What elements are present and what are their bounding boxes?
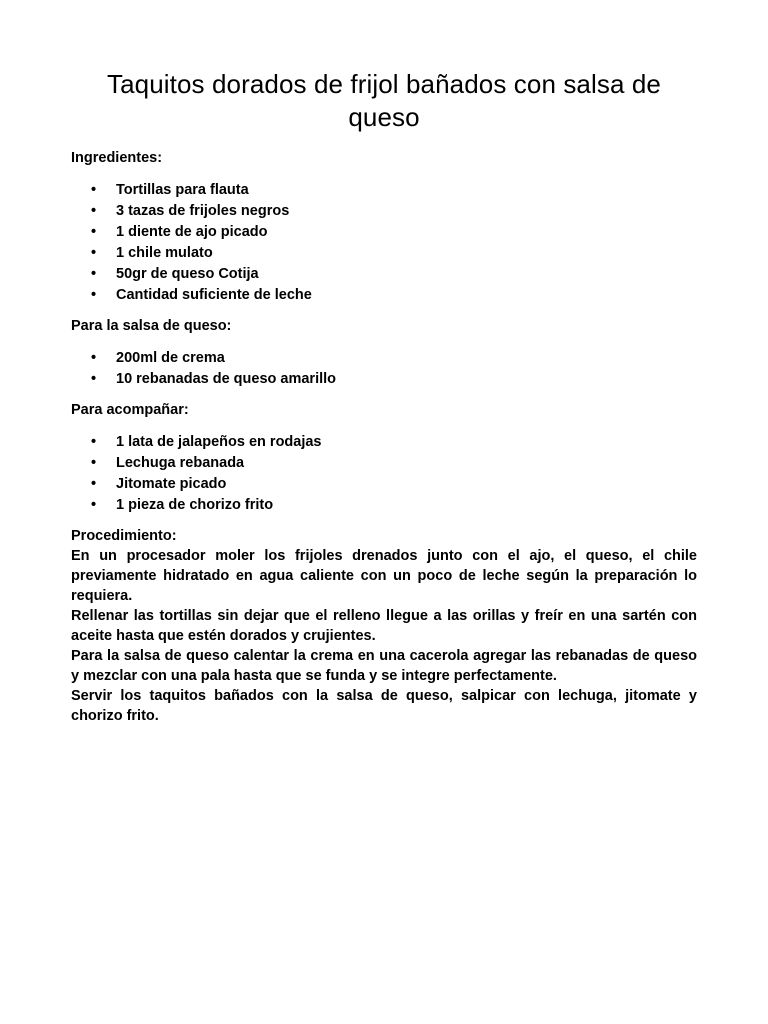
procedure-paragraph: Rellenar las tortillas sin dejar que el relleno llegue a las orillas y freír en una sartén con aceite hasta que estén dorados y crujientes. <box>71 608 697 644</box>
acompanar-heading: Para acompañar: <box>71 402 189 418</box>
procedure-paragraph: En un procesador moler los frijoles drenados junto con el ajo, el queso, el chile previamente hidratado en agua caliente con un poco de leche según la preparación lo requiera. <box>71 548 697 604</box>
ingredients-list <box>71 180 697 306</box>
bullet-icon: • <box>91 245 97 261</box>
list-item <box>71 432 697 453</box>
list-item <box>71 222 697 243</box>
bullet-icon: • <box>91 497 97 513</box>
list-item-text: 50gr de queso Cotija <box>116 266 259 282</box>
ingredients-heading: Ingredientes: <box>71 150 163 166</box>
list-item-text: 200ml de crema <box>116 350 225 366</box>
procedure-paragraph: Para la salsa de queso calentar la crema en una cacerola agregar las rebanadas de queso y mezclar con una pala hasta que se funda y se integre perfectamente. <box>71 648 697 684</box>
list-item <box>71 285 697 306</box>
list-item <box>71 369 697 390</box>
acompanar-list <box>71 432 697 516</box>
bullet-icon: • <box>91 371 97 387</box>
list-item <box>71 201 697 222</box>
procedimiento-heading: Procedimiento: <box>71 528 177 544</box>
list-item-text: 10 rebanadas de queso amarillo <box>116 371 337 387</box>
bullet-icon: • <box>91 476 97 492</box>
bullet-icon: • <box>91 350 97 366</box>
list-item <box>71 453 697 474</box>
bullet-icon: • <box>91 182 97 198</box>
bullet-icon: • <box>91 224 97 240</box>
recipe-title: Taquitos dorados de frijol bañados con salsa de queso <box>107 69 661 132</box>
bullet-icon: • <box>91 287 97 303</box>
bullet-icon: • <box>91 266 97 282</box>
list-item <box>71 180 697 201</box>
list-item-text: 1 lata de jalapeños en rodajas <box>116 434 322 450</box>
list-item-text: 3 tazas de frijoles negros <box>116 203 290 219</box>
list-item <box>71 495 697 516</box>
list-item-text: Cantidad suficiente de leche <box>116 287 312 303</box>
bullet-icon: • <box>91 434 97 450</box>
salsa-list <box>71 348 697 390</box>
procedure-paragraph: Servir los taquitos bañados con la salsa de queso, salpicar con lechuga, jitomate y chorizo frito. <box>71 688 697 724</box>
list-item-text: 1 chile mulato <box>116 245 213 261</box>
list-item-text: 1 diente de ajo picado <box>116 224 268 240</box>
recipe-page <box>71 68 697 726</box>
list-item <box>71 474 697 495</box>
list-item-text: 1 pieza de chorizo frito <box>116 497 274 513</box>
bullet-icon: • <box>91 455 97 471</box>
list-item <box>71 348 697 369</box>
list-item-text: Lechuga rebanada <box>116 455 245 471</box>
list-item-text: Tortillas para flauta <box>116 182 249 198</box>
list-item <box>71 243 697 264</box>
salsa-heading: Para la salsa de queso: <box>71 318 232 334</box>
list-item <box>71 264 697 285</box>
bullet-icon: • <box>91 203 97 219</box>
list-item-text: Jitomate picado <box>116 476 227 492</box>
